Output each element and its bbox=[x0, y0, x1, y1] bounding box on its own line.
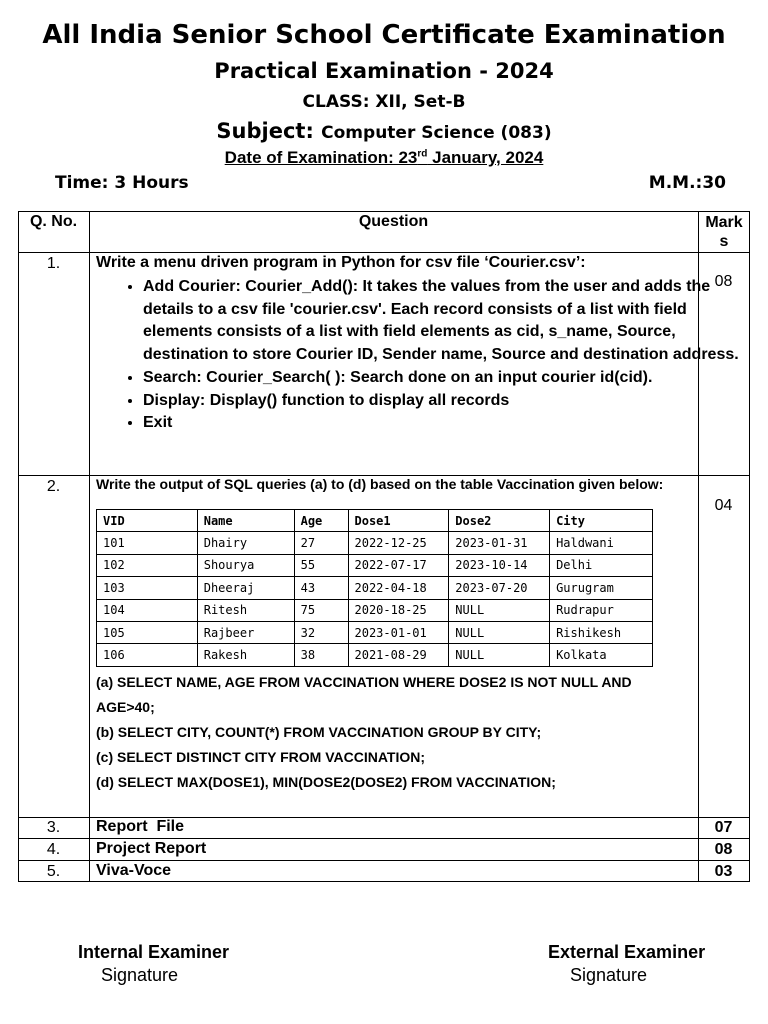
table-cell: 32 bbox=[294, 621, 348, 643]
query-d: (d) SELECT MAX(DOSE1), MIN(DOSE2(DOSE2) FROM VACCINATION; bbox=[96, 774, 556, 790]
subject-label: Subject: bbox=[216, 119, 314, 143]
table-cell: NULL bbox=[449, 599, 550, 621]
table-cell: 2022-04-18 bbox=[348, 577, 449, 599]
date-prefix: Date of Examination: 23 bbox=[224, 148, 418, 167]
table-cell: 101 bbox=[97, 532, 198, 554]
table-row bbox=[97, 621, 653, 643]
col-header: VID bbox=[97, 510, 198, 532]
table-cell: Rakesh bbox=[197, 644, 294, 666]
table-cell: 27 bbox=[294, 532, 348, 554]
table-cell: 106 bbox=[97, 644, 198, 666]
table-cell: 38 bbox=[294, 644, 348, 666]
q2-intro: Write the output of SQL queries (a) to (d) based on the table Vaccination given below: bbox=[96, 476, 664, 492]
row-divider bbox=[18, 838, 750, 839]
table-border-top bbox=[18, 211, 750, 212]
header-marks: Marks bbox=[705, 214, 743, 250]
table-cell: NULL bbox=[449, 621, 550, 643]
table-cell: Rishikesh bbox=[550, 621, 653, 643]
exam-subtitle: Practical Examination - 2024 bbox=[214, 59, 554, 83]
table-cell: Ritesh bbox=[197, 599, 294, 621]
table-cell: 2020-18-25 bbox=[348, 599, 449, 621]
q4-text: Project Report bbox=[96, 840, 207, 857]
row-divider bbox=[18, 860, 750, 861]
table-cell: 2021-08-29 bbox=[348, 644, 449, 666]
class-line: CLASS: XII, Set-B bbox=[302, 92, 466, 112]
table-cell: 55 bbox=[294, 554, 348, 576]
table-cell: Delhi bbox=[550, 554, 653, 576]
table-row bbox=[97, 554, 653, 576]
table-cell: Dheeraj bbox=[197, 577, 294, 599]
table-cell: Rudrapur bbox=[550, 599, 653, 621]
table-cell: 2023-01-31 bbox=[449, 532, 550, 554]
exam-title: All India Senior School Certificate Examination bbox=[42, 20, 726, 50]
q5-marks: 03 bbox=[714, 863, 733, 880]
col-header: Dose2 bbox=[449, 510, 550, 532]
table-cell: 43 bbox=[294, 577, 348, 599]
q1-bullet-add: • Add Courier: Courier_Add(): It takes the values from the user and adds the details to a csv file 'courier.csv'. Each record consists of a list with field elements consists of a list with field elements as cid, s_name, Source, destination to store Courier ID, Sender name, Source and destination address. bbox=[143, 276, 741, 367]
query-b: (b) SELECT CITY, COUNT(*) FROM VACCINATION GROUP BY CITY; bbox=[96, 724, 542, 740]
q2-number: 2. bbox=[46, 478, 61, 495]
table-cell: Dhairy bbox=[197, 532, 294, 554]
table-cell: Gurugram bbox=[550, 577, 653, 599]
internal-examiner-label: Internal Examiner bbox=[78, 942, 230, 962]
table-cell: 2023-10-14 bbox=[449, 554, 550, 576]
table-border-left bbox=[18, 211, 19, 882]
query-a-line1: (a) SELECT NAME, AGE FROM VACCINATION WHERE DOSE2 IS NOT NULL AND bbox=[96, 674, 632, 690]
table-border-right bbox=[749, 211, 750, 882]
table-row bbox=[97, 532, 653, 554]
row-divider bbox=[18, 252, 750, 253]
exam-time: Time: 3 Hours bbox=[55, 173, 189, 193]
query-c: (c) SELECT DISTINCT CITY FROM VACCINATION; bbox=[96, 749, 425, 765]
vaccination-table bbox=[96, 509, 653, 667]
vaccination-header-row bbox=[97, 510, 653, 532]
table-cell: 2022-12-25 bbox=[348, 532, 449, 554]
internal-signature-label: Signature bbox=[101, 965, 179, 985]
table-divider-qno bbox=[89, 211, 90, 882]
table-cell: Rajbeer bbox=[197, 621, 294, 643]
q1-bullet-list bbox=[96, 276, 741, 435]
table-cell: 2023-01-01 bbox=[348, 621, 449, 643]
table-cell: 105 bbox=[97, 621, 198, 643]
date-sup: rd bbox=[417, 148, 428, 160]
q5-text: Viva-Voce bbox=[96, 862, 172, 879]
q5-number: 5. bbox=[46, 863, 61, 880]
table-cell: 2023-07-20 bbox=[449, 577, 550, 599]
max-marks: M.M.:30 bbox=[648, 173, 726, 193]
col-header: Dose1 bbox=[348, 510, 449, 532]
exam-date bbox=[0, 148, 768, 168]
header-question: Question bbox=[358, 213, 429, 230]
table-cell: NULL bbox=[449, 644, 550, 666]
q4-marks: 08 bbox=[714, 841, 733, 858]
q2-marks: 04 bbox=[714, 497, 733, 514]
q1-number: 1. bbox=[46, 255, 61, 272]
date-suffix: January, 2024 bbox=[427, 148, 544, 167]
q4-number: 4. bbox=[46, 841, 61, 858]
table-cell: Kolkata bbox=[550, 644, 653, 666]
table-cell: 103 bbox=[97, 577, 198, 599]
header-qno: Q. No. bbox=[29, 213, 78, 230]
subject-value: Computer Science (083) bbox=[321, 123, 552, 143]
col-header: Name bbox=[197, 510, 294, 532]
table-row bbox=[97, 599, 653, 621]
table-row bbox=[97, 644, 653, 666]
q3-text: Report File bbox=[96, 818, 185, 835]
table-border-bottom bbox=[18, 881, 750, 882]
col-header: Age bbox=[294, 510, 348, 532]
table-cell: 2022-07-17 bbox=[348, 554, 449, 576]
q1-bullet-exit: • Exit bbox=[143, 412, 741, 435]
external-examiner-label: External Examiner bbox=[548, 942, 706, 962]
table-cell: 102 bbox=[97, 554, 198, 576]
table-cell: Haldwani bbox=[550, 532, 653, 554]
subject-line bbox=[0, 119, 768, 143]
q1-marks: 08 bbox=[714, 273, 733, 290]
query-a-line2: AGE>40; bbox=[96, 699, 155, 715]
col-header: City bbox=[550, 510, 653, 532]
q3-marks: 07 bbox=[714, 819, 733, 836]
table-cell: 104 bbox=[97, 599, 198, 621]
q3-number: 3. bbox=[46, 819, 61, 836]
table-row bbox=[97, 577, 653, 599]
q1-intro: Write a menu driven program in Python for csv file ‘Courier.csv’: bbox=[96, 254, 586, 271]
external-signature-label: Signature bbox=[570, 965, 648, 985]
table-cell: 75 bbox=[294, 599, 348, 621]
q1-bullet-display: • Display: Display() function to display all records bbox=[143, 390, 741, 413]
q1-bullet-search: • Search: Courier_Search( ): Search done on an input courier id(cid). bbox=[143, 367, 741, 390]
table-cell: Shourya bbox=[197, 554, 294, 576]
